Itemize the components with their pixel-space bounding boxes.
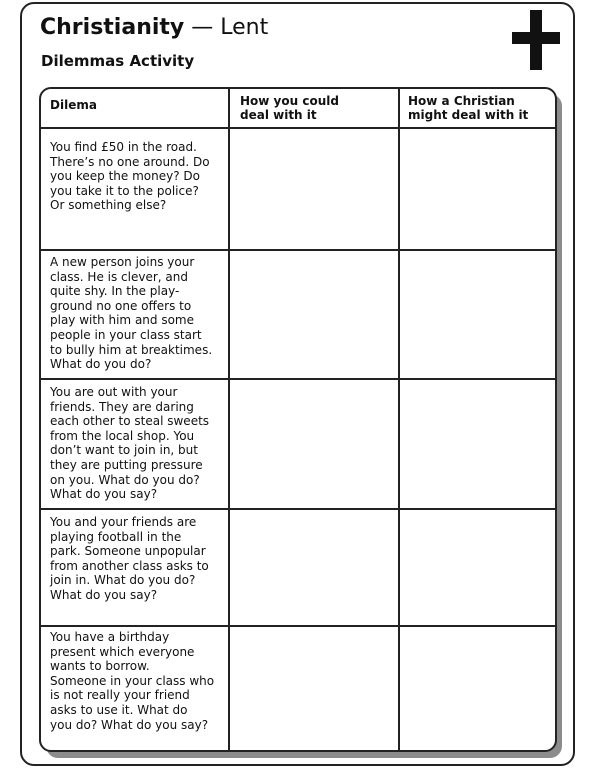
title-main: Christianity [40, 15, 185, 40]
dilemma-text-3: You are out with your friends. They are daring each other to steal sweets from the local shop. You don’t want to join in, but they are putting pressure on you. What do you do? What do you say? [50, 385, 210, 502]
column-header-dilemma: Dilema [50, 98, 97, 112]
answer-cell-you-5[interactable] [230, 627, 398, 752]
answer-cell-you-2[interactable] [230, 251, 398, 378]
answer-cell-christian-3[interactable] [400, 380, 557, 508]
dilemma-text-4: You and your friends are playing football in the park. Someone unpopular from another class asks to join in. What do you do? What do you say? [50, 515, 209, 602]
answer-cell-christian-5[interactable] [400, 627, 557, 752]
answer-cell-christian-2[interactable] [400, 251, 557, 378]
answer-cell-you-3[interactable] [230, 380, 398, 508]
column-header-you: How you could deal with it [240, 94, 339, 122]
answer-cell-you-1[interactable] [230, 129, 398, 249]
answer-cell-christian-4[interactable] [400, 510, 557, 625]
column-header-christian: How a Christian might deal with it [408, 94, 529, 122]
dilemma-text-1: You find £50 in the road. There’s no one around. Do you keep the money? Do you take it to the police? Or something else? [50, 140, 210, 213]
title-dash: — [191, 15, 214, 40]
page-title [40, 14, 268, 42]
title-sub: Lent [220, 15, 269, 40]
answer-cell-you-4[interactable] [230, 510, 398, 625]
answer-cell-christian-1[interactable] [400, 129, 557, 249]
page-subtitle: Dilemmas Activity [41, 52, 195, 70]
dilemma-text-5: You have a birthday present which everyone wants to borrow. Someone in your class who is not really your friend asks to use it. What do you do? What do you say? [50, 630, 215, 732]
cross-icon [512, 10, 560, 70]
dilemma-text-2: A new person joins your class. He is clever, and quite shy. In the play- ground no one offers to play with him and some people in your class start to bully him at breaktimes. What do you do? [50, 255, 213, 372]
dilemmas-table [39, 87, 557, 752]
